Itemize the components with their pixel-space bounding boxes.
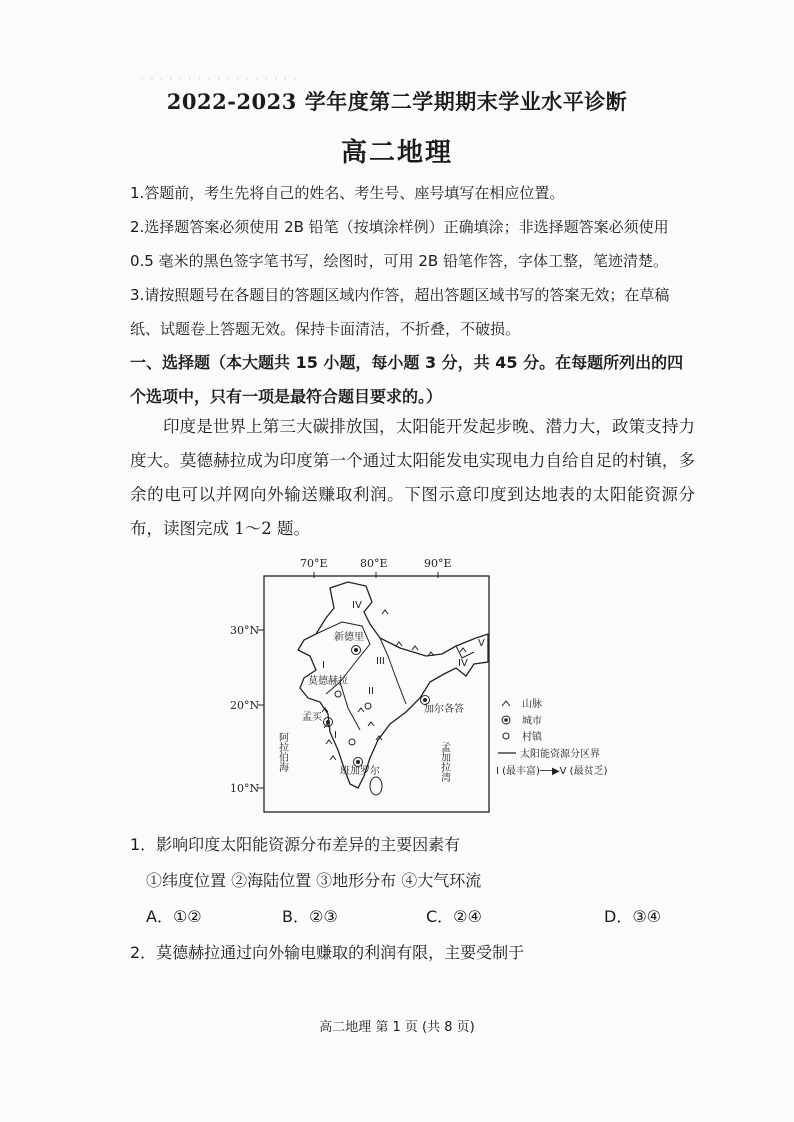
india-solar-map <box>230 552 620 814</box>
lat-label-20: 20°N <box>230 699 260 712</box>
legend-city: 城市 <box>522 716 542 727</box>
lat-label-30: 30°N <box>230 624 260 637</box>
instruction-1: 1.答题前，考生先将自己的姓名、考生号、座号填写在相应位置。 <box>130 184 565 202</box>
legend-scale: I (最丰富)──▶V (最贫乏) <box>496 766 608 777</box>
lon-label-90: 90°E <box>424 557 452 570</box>
map-legend <box>496 697 608 777</box>
sri-lanka-outline <box>370 777 382 795</box>
lon-label-70: 70°E <box>300 557 328 570</box>
zone-boundary <box>456 646 474 658</box>
city-name-kolkata: 加尔各答 <box>424 704 464 715</box>
sea-label-arabian: 阿拉伯海 <box>276 732 288 772</box>
zone-label: II <box>368 686 374 697</box>
legend-mountain: 山脉 <box>522 699 542 710</box>
question-1: 1．影响印度太阳能资源分布差异的主要因素有 <box>130 835 461 854</box>
city-name-mumbai: 孟买 <box>302 712 322 723</box>
zone-label: V <box>478 638 485 649</box>
zone-label: III <box>376 656 385 667</box>
exam-header: 2022-2023 学年度第二学期期末学业水平诊断 <box>166 89 628 114</box>
city-name-bangalore: 班加罗尔 <box>340 766 380 777</box>
option-c: C．②④ <box>426 907 482 926</box>
zone-label: IV <box>352 600 362 611</box>
instructions <box>130 176 675 346</box>
legend-village: 村镇 <box>522 732 542 743</box>
village-name-modhera: 莫德赫拉 <box>308 676 348 687</box>
zone-boundary <box>380 638 406 704</box>
subject-title: 高二地理 <box>340 138 453 168</box>
page-footer: 高二地理 第 1 页 (共 8 页) <box>319 1020 475 1035</box>
bleed-through-text: · · · · · · · · · · · · · · · · · <box>140 70 298 88</box>
legend-boundary: 太阳能资源分区界 <box>520 749 600 760</box>
zone-label: I <box>334 730 337 741</box>
option-d: D．③④ <box>604 907 662 926</box>
reading-passage: 印度是世界上第三大碳排放国，太阳能开发起步晚、潜力大，政策支持力度大。莫德赫拉成为印度第一个通过太阳能发电实现电力自给自足的村镇，多余的电可以并网向外输送赚取利润。下图示意印度到达地表的太阳能资源分布，读图完成 1～2 题。 <box>130 417 695 538</box>
option-b: B．②③ <box>282 907 338 926</box>
sea-label-bengal: 孟加拉湾 <box>438 742 450 782</box>
option-a: A．①② <box>146 907 202 926</box>
zone-label: I <box>322 660 325 671</box>
section-heading: 一、选择题（本大题共 15 小题，每小题 3 分，共 45 分。在每题所列出的四个选项中，只有一项是最符合题目要求的。） <box>130 353 684 406</box>
lat-label-10: 10°N <box>230 782 260 795</box>
city-name-new-delhi: 新德里 <box>334 632 364 643</box>
instruction-2: 2.选择题答案必须使用 2B 铅笔（按填涂样例）正确填涂；非选择题答案必须使用 0.5 毫米的黑色签字笔书写，绘图时，可用 2B 铅笔作答，字体工整，笔迹清楚。 <box>130 218 669 270</box>
question-2: 2．莫德赫拉通过向外输电赚取的利润有限，主要受制于 <box>130 943 525 962</box>
question-1-statements: ①纬度位置 ②海陆位置 ③地形分布 ④大气环流 <box>146 871 482 890</box>
lon-label-80: 80°E <box>360 557 388 570</box>
zone-boundary <box>340 682 360 730</box>
zone-label: IV <box>458 658 468 669</box>
instruction-3: 3.请按照题号在各题目的答题区域内作答，超出答题区域书写的答案无效；在草稿纸、试题卷上答题无效。保持卡面清洁，不折叠，不破损。 <box>130 286 670 338</box>
